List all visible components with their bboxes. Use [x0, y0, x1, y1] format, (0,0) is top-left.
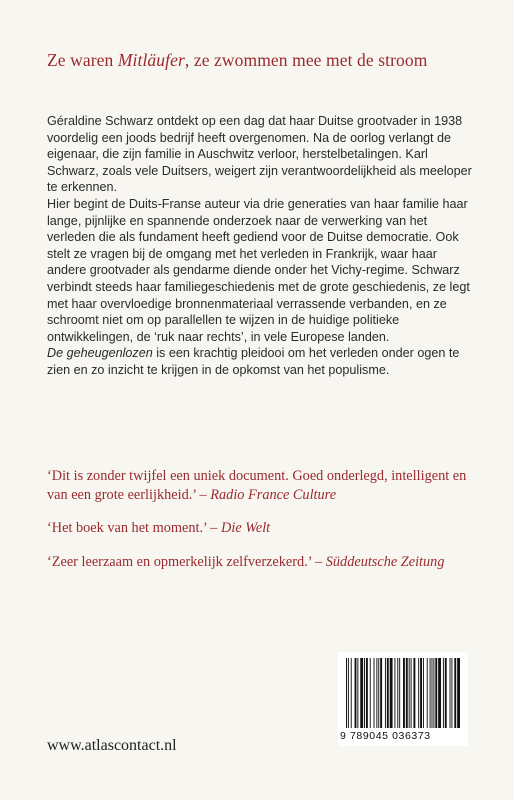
barcode-icon [346, 658, 460, 730]
blurb-paragraph-1: Géraldine Schwarz ontdekt op een dag dat haar Duitse grootvader in 1938 voordelig een joods bedrijf heeft overgenomen. Na de oorlog verlangt de eigenaar, die zijn familie in Auschwitz verloor, herstelbetalingen. Karl Schwarz, zoals vele Duitsers, weigert zijn verantwoordelijkheid als meeloper te erkennen. [47, 114, 472, 195]
review-quotes [47, 467, 487, 586]
quote-source: Radio France Culture [210, 486, 337, 503]
review-quote [47, 553, 487, 572]
tagline-after: , ze zwommen mee met de stroom [184, 50, 428, 70]
quote-source: Die Welt [221, 520, 271, 536]
isbn-number: 9 789045 036373 [340, 730, 431, 742]
publisher-website: www.atlascontact.nl [47, 737, 177, 754]
blurb-paragraph-2: Hier begint de Duits-Franse auteur via drie generaties van haar familie haar lange, pijnlijke en spannende onderzoek naar de verwerking van het verleden die als fundament heeft gediend voor de Duitse democratie. Ook stelt ze vragen bij de omgang met het verleden in Frankrijk, waar haar andere grootvader als gendarme diende onder het Vichy-regime. Schwarz verbindt steeds haar familiegeschiedenis met de grote geschiedenis, ze legt met haar overvloedige bronnenmateriaal verrassende verbanden, en ze schroomt niet om op parallellen te wijzen in de huidige politieke ontwikkelingen, de ‘ruk naar rechts’, in vele Europese landen. [47, 196, 470, 344]
review-quote [47, 467, 487, 504]
tagline-italic: Mitläufer [117, 50, 185, 70]
quote-text: ‘Het boek van het moment.’ – [47, 520, 222, 536]
blurb-paragraph-3-text: is een krachtig pleidooi om het verleden onder ogen te zien en zo inzicht te krijgen in de opkomst van het populisme. [47, 346, 460, 377]
tagline [47, 50, 487, 71]
quote-source: Süddeutsche Zeitung [325, 553, 445, 570]
barcode [338, 652, 468, 746]
book-title: De geheugenlozen [47, 346, 153, 361]
blurb-paragraph-3 [47, 345, 473, 378]
tagline-before: Ze waren [47, 50, 118, 70]
quote-text: ‘Zeer leerzaam en opmerkelijk zelfverzekerd.’ – [47, 553, 326, 570]
blurb [47, 113, 473, 379]
review-quote [47, 519, 487, 538]
quote-text: ‘Dit is zonder twijfel een uniek document. Goed onderlegd, intelligent en van een grote eerlijkheid.’ – [47, 468, 467, 503]
